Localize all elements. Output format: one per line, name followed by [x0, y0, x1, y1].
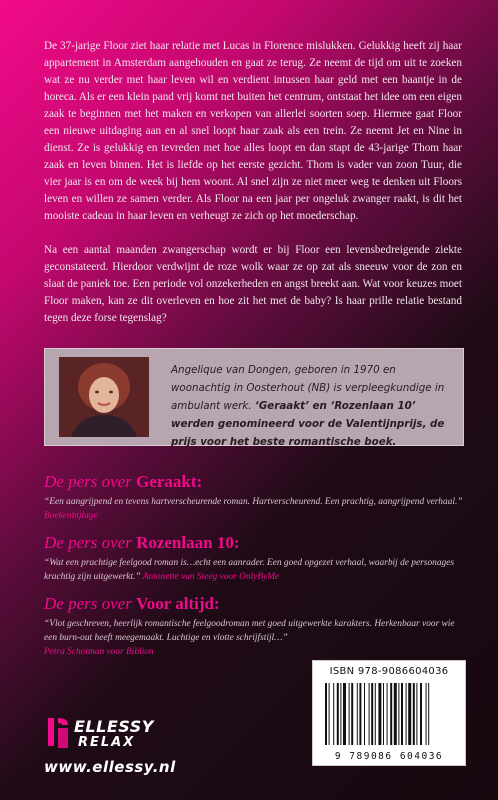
press-quote — [44, 617, 464, 659]
press-book-title: Voor altijd: — [136, 594, 220, 613]
press-prefix: De pers over — [44, 594, 137, 613]
author-bio — [171, 361, 455, 451]
press-book-title: Rozenlaan 10: — [136, 533, 240, 552]
press-quote — [44, 495, 464, 523]
ean-number: 9 789086 604036 — [334, 751, 444, 762]
author-photo — [59, 357, 149, 437]
synopsis-paragraph-1: De 37-jarige Floor ziet haar relatie met Lucas in Florence mislukken. Gelukkig heeft zij haar appartement in Amsterdam aangehouden en gaat ze terug. Ze neemt de tijd om uit te zoeken wat ze nu verder met haar leven wil en verdient intussen haar geld met een baantje in de horeca. Als er een klein pand vrij komt net buiten het centrum, ontstaat het idee om een eigen zaak te beginnen met het maken en verkopen van allerlei soorten soep. Hiermee gaat Floor een nieuwe uitdaging aan en al snel loopt haar zaak als een trein. Ze neemt Jet en Nine in dienst. Ze is gelukkig en tevreden met hoe alles loopt en dan stapt de 43-jarige Thom haar zaak en leven binnen. Het is liefde op het eerste gezicht. Thom is vader van zoon Tuur, die vier jaar is en om de week bij hem woont. Al snel zijn ze niet meer weg te denken uit Floors leven en willen ze samen verder. Als Floor na een jaar per ongeluk zwanger raakt, is dit het mooiste cadeau in haar leven en verheugt ze zich op het moederschap. — [44, 40, 462, 222]
website-url: www.ellessy.nl — [44, 758, 176, 776]
press-heading — [44, 472, 464, 492]
author-portrait-icon — [59, 357, 149, 437]
press-quote — [44, 556, 464, 584]
press-book-title: Geraakt: — [136, 472, 203, 491]
author-bio-part-2: ‘Geraakt’ en ‘Rozenlaan 10’ werden genomineerd voor de Valentijnprijs, de prijs voor het beste romantische boek. — [171, 400, 445, 448]
press-source: Petra Schoiman voor Biblion — [44, 647, 154, 657]
press-heading — [44, 594, 464, 614]
synopsis-paragraph-2: Na een aantal maanden zwangerschap wordt er bij Floor een levensbedreigende ziekte geconstateerd. Hierdoor verdwijnt de roze wolk waar ze op zat als sneeuw voor de zon en slaat de paniek toe. Een periode vol onzekerheden en angst breekt aan. Wat voor keuzes moet Floor maken, kan ze dit overleven en hoe zit het met de baby? Is haar prille relatie bestand tegen deze forse tegenslag? — [44, 244, 462, 324]
isbn: ISBN 978-9086604036 — [329, 666, 449, 677]
author-box — [44, 348, 464, 446]
barcode-box — [312, 660, 466, 766]
press-quote-text: “Vlot geschreven, heerlijk romantische feelgoodroman met goed uitgewerkte karakters. Herkenbaar voor wie een burn-out heeft meegemaakt. Luchtige en vlotte schrijfstijl…” — [44, 619, 455, 643]
press-heading — [44, 533, 464, 553]
press-source: Boekenbijlage — [44, 511, 98, 521]
press-prefix: De pers over — [44, 472, 137, 491]
ellessy-mark-icon — [44, 716, 72, 750]
logo-brand: ELLESSY — [74, 717, 154, 736]
logo-sub: RELAX — [78, 735, 136, 750]
press-source: Antonette van Steeg voor OnlyByMe — [142, 572, 280, 582]
barcode-icon — [323, 683, 455, 745]
author-name: Angelique van Dongen — [171, 364, 289, 376]
press-prefix: De pers over — [44, 533, 137, 552]
press-block-voor-altijd — [44, 594, 464, 659]
press-block-rozenlaan — [44, 533, 464, 584]
synopsis — [44, 38, 462, 344]
press-quote-text: “Een aangrijpend en tevens hartverscheurende roman. Hartverscheurend. Een prachtig, aangrijpend verhaal.” — [44, 497, 463, 507]
press-block-geraakt — [44, 472, 464, 523]
publisher-logo — [44, 714, 204, 754]
press-quote-text: “Wat een prachtige feelgood roman is…echt een aanrader. Een goed opgezet verhaal, waarbij de personages krachtig zijn uitgewerkt.” — [44, 558, 455, 582]
author-bio-part-1: , geboren in 1970 en woonachtig in Oosterhout (NB) is verpleegkundige in ambulant werk. — [171, 364, 445, 412]
